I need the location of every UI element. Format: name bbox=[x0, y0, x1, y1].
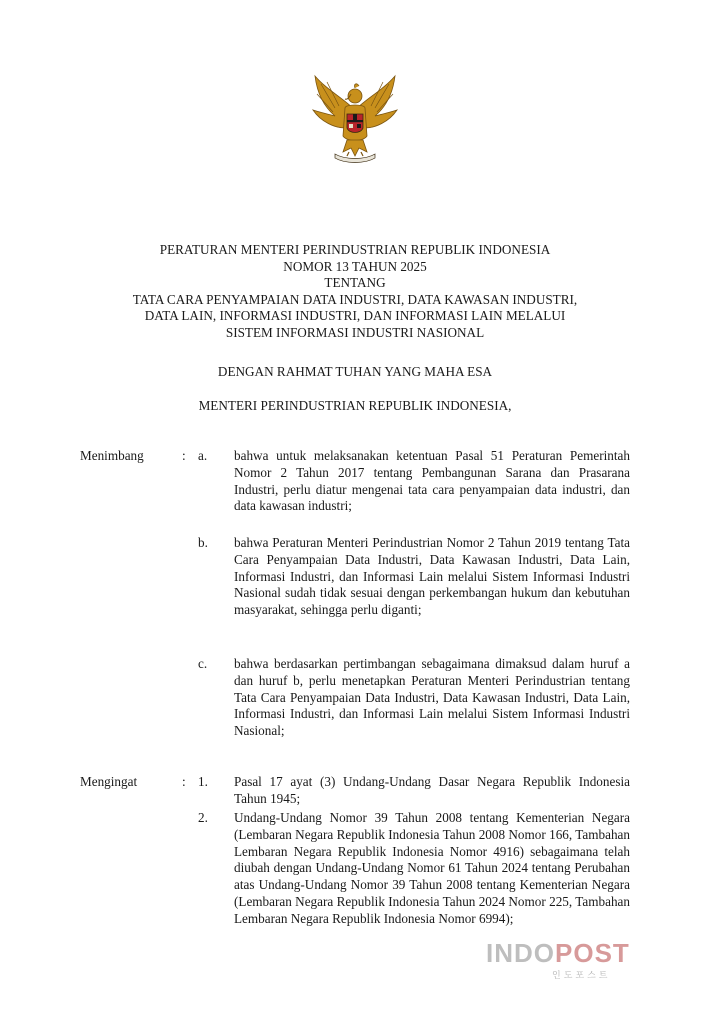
watermark-part-1: INDO bbox=[486, 938, 555, 968]
preamble-grace: DENGAN RAHMAT TUHAN YANG MAHA ESA bbox=[217, 364, 493, 379]
watermark-subtext: 인도포스트 bbox=[552, 970, 611, 980]
item-text: bahwa untuk melaksanakan ketentuan Pasal 51 Peraturan Pemerintah Nomor 2 Tahun 2017 tentang Pembangunan Sarana dan Prasarana Industri, perlu diatur mengenai tata cara penyampaian data industri, dan data kawasan industri; bbox=[234, 448, 630, 514]
item-text: bahwa Peraturan Menteri Perindustrian Nomor 2 Tahun 2019 tentang Tata Cara Penyampaian Data Industri, Data Kawasan Industri, Data Lain, Informasi Industri, dan Informasi Lain melalui Sistem Informasi Industri Nasional sudah tidak sesuai dengan perkembangan hukum dan kebutuhan masyarakat, sehingga perlu diganti; bbox=[234, 535, 630, 618]
item-marker: c. bbox=[198, 656, 208, 671]
item-marker: a. bbox=[198, 448, 208, 463]
mengingat-colon: : bbox=[182, 774, 186, 789]
preamble-minister: MENTERI PERINDUSTRIAN REPUBLIK INDONESIA, bbox=[198, 398, 512, 413]
item-marker: 2. bbox=[198, 810, 208, 825]
regulation-title: PERATURAN MENTERI PERINDUSTRIAN REPUBLIK INDONESIA bbox=[159, 242, 551, 257]
mengingat-label: Mengingat bbox=[80, 774, 138, 789]
regulation-subject-line-2: DATA LAIN, INFORMASI INDUSTRI, DAN INFORMASI LAIN MELALUI bbox=[144, 308, 566, 324]
regulation-subject-line-1: TATA CARA PENYAMPAIAN DATA INDUSTRI, DATA KAWASAN INDUSTRI, bbox=[132, 291, 578, 307]
garuda-pancasila-emblem-icon bbox=[305, 68, 405, 168]
regulation-title-block bbox=[60, 242, 650, 342]
regulation-subject-line-3: SISTEM INFORMASI INDUSTRI NASIONAL bbox=[225, 324, 485, 340]
item-text: Pasal 17 ayat (3) Undang-Undang Dasar Negara Republik Indonesia Tahun 1945; bbox=[234, 774, 630, 806]
menimbang-label: Menimbang bbox=[80, 448, 144, 463]
menimbang-colon: : bbox=[182, 448, 186, 463]
item-marker: 1. bbox=[198, 774, 208, 789]
regulation-about: TENTANG bbox=[324, 275, 386, 291]
watermark-text bbox=[486, 938, 630, 969]
watermark-logo bbox=[486, 938, 666, 986]
item-marker: b. bbox=[198, 535, 208, 550]
watermark-part-2: POST bbox=[555, 938, 630, 968]
item-text: Undang-Undang Nomor 39 Tahun 2008 tentang Kementerian Negara (Lembaran Negara Republik Indonesia Tahun 2008 Nomor 166, Tambahan Lembaran Negara Republik Indonesia Nomor 4916) sebagaimana telah diubah dengan Undang-Undang Nomor 61 Tahun 2024 tentang Perubahan atas Undang-Undang Nomor 39 Tahun 2008 tentang Kementerian Negara (Lembaran Negara Republik Indonesia Tahun 2024 Nomor 225, Tambahan Lembaran Negara Republik Indonesia Nomor 6994); bbox=[234, 810, 630, 926]
regulation-number: NOMOR 13 TAHUN 2025 bbox=[283, 258, 427, 274]
item-text: bahwa berdasarkan pertimbangan sebagaimana dimaksud dalam huruf a dan huruf b, perlu menetapkan Peraturan Menteri Perindustrian tentang Tata Cara Penyampaian Data Industri, Data Kawasan Industri, Data Lain, Informasi Industri, dan Informasi Lain melalui Sistem Informasi Industri Nasional; bbox=[234, 656, 630, 739]
